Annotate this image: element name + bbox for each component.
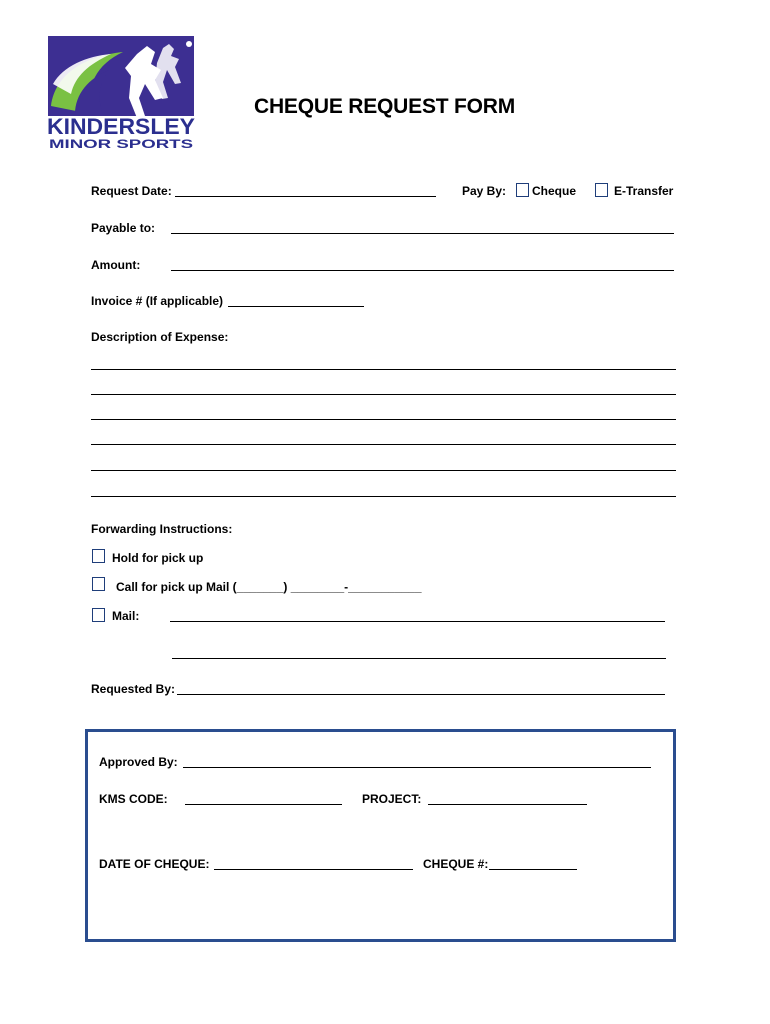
request-date-label: Request Date: <box>91 184 172 198</box>
request-date-field[interactable] <box>175 196 436 197</box>
mail-address-line-1[interactable] <box>170 621 665 622</box>
call-checkbox[interactable] <box>92 577 105 591</box>
requested-by-label: Requested By: <box>91 682 176 696</box>
hold-checkbox[interactable] <box>92 549 105 563</box>
kindersley-minor-sports-logo <box>45 34 200 152</box>
description-line-3[interactable] <box>91 419 676 420</box>
payable-to-field[interactable] <box>171 233 674 234</box>
kms-code-field[interactable] <box>185 804 342 805</box>
description-line-4[interactable] <box>91 444 676 445</box>
invoice-label: Invoice # (If applicable) <box>91 294 224 308</box>
call-label: Call for pick up Mail (_______) ________-___________ <box>116 580 422 594</box>
description-label: Description of Expense: <box>91 330 229 344</box>
date-of-cheque-field[interactable] <box>214 869 413 870</box>
requested-by-field[interactable] <box>177 694 665 695</box>
amount-label: Amount: <box>91 258 141 272</box>
cheque-option-label: Cheque <box>532 184 577 198</box>
logo-subtitle: MINOR SPORTS <box>49 137 193 151</box>
page-title: CHEQUE REQUEST FORM <box>254 95 516 118</box>
description-line-2[interactable] <box>91 394 676 395</box>
mail-label: Mail: <box>112 609 140 623</box>
kms-code-label: KMS CODE: <box>99 792 168 806</box>
cheque-number-field[interactable] <box>489 869 577 870</box>
approved-by-label: Approved By: <box>99 755 178 769</box>
date-of-cheque-label: DATE OF CHEQUE: <box>99 857 210 871</box>
hold-label: Hold for pick up <box>112 551 204 565</box>
cheque-number-label: CHEQUE #: <box>423 857 489 871</box>
forwarding-heading: Forwarding Instructions: <box>91 522 233 536</box>
description-line-1[interactable] <box>91 369 676 370</box>
etransfer-option-label: E-Transfer <box>614 184 674 198</box>
mail-address-line-2[interactable] <box>172 658 666 659</box>
logo-wordmark: KINDERSLEY <box>47 114 196 139</box>
cheque-checkbox[interactable] <box>516 183 529 197</box>
project-label: PROJECT: <box>362 792 422 806</box>
etransfer-checkbox[interactable] <box>595 183 608 197</box>
mail-checkbox[interactable] <box>92 608 105 622</box>
description-line-6[interactable] <box>91 496 676 497</box>
invoice-field[interactable] <box>228 306 364 307</box>
approved-by-field[interactable] <box>183 767 651 768</box>
pay-by-label: Pay By: <box>462 184 507 198</box>
payable-to-label: Payable to: <box>91 221 156 235</box>
project-field[interactable] <box>428 804 587 805</box>
description-line-5[interactable] <box>91 470 676 471</box>
amount-field[interactable] <box>171 270 674 271</box>
